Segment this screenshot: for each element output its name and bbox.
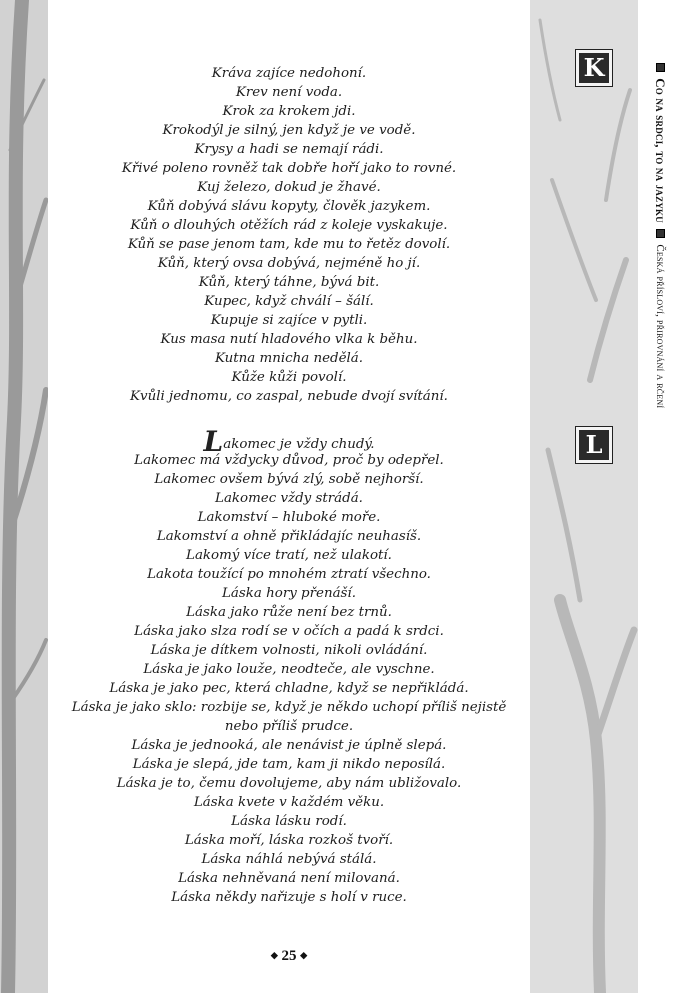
proverb-line: Láska je jako sklo: rozbije se, když je někdo uchopí příliš nejistě <box>71 700 507 715</box>
proverb-line: Láska kvete v každém věku. <box>193 795 385 810</box>
square-bullet-icon <box>656 229 665 238</box>
proverb-line: Láska moří, láska rozkoš tvoří. <box>184 833 394 848</box>
proverb-line: Láska jako růže není bez trnů. <box>186 605 392 620</box>
proverbs-l-block <box>48 425 530 907</box>
proverb-line: nebo příliš prudce. <box>224 719 354 734</box>
proverb-line: Kvůli jednomu, co zaspal, nebude dvojí svítání. <box>130 389 448 404</box>
proverb-line: Lakomec vždy strádá. <box>215 491 363 506</box>
proverb-line: Lakota toužící po mnohém ztratí všechno. <box>147 567 431 582</box>
proverb-line: Láska jako slza rodí se v očích a padá k srdci. <box>134 624 444 639</box>
proverb-line: Krok za krokem jdi. <box>222 104 356 119</box>
proverb-line: Láska je slepá, jde tam, kam ji nikdo neposílá. <box>132 757 446 772</box>
proverb-line: Kupec, když chválí – šálí. <box>204 294 374 309</box>
diamond-ornament-icon: ◆ <box>270 950 278 960</box>
proverb-line: Láska lásku rodí. <box>231 814 347 829</box>
proverb-line: Láska někdy nařizuje s holí v ruce. <box>171 890 407 905</box>
proverb-line: Lakomec ovšem bývá zlý, sobě nejhorší. <box>154 472 424 487</box>
proverb-line: Kutna mnicha nedělá. <box>214 351 364 366</box>
proverb-line: Krokodýl je silný, jen když je ve vodě. <box>162 123 416 138</box>
proverb-line: Kůň se pase jenom tam, kde mu to řetěz dovolí. <box>127 237 451 252</box>
proverb-line: Kůň, který ovsa dobývá, nejméně ho jí. <box>157 256 421 271</box>
proverb-line: Láska je dítkem volnosti, nikoli ovládání. <box>150 643 428 658</box>
proverb-line: Lakomý více tratí, než ulakotí. <box>186 548 392 563</box>
proverb-line: Kupuje si zajíce v pytli. <box>210 313 368 328</box>
first-line-text: akomec je vždy chudý. <box>223 437 375 452</box>
proverb-line: Kůže kůži povolí. <box>231 370 347 385</box>
proverb-line: Kráva zajíce nedohoní. <box>211 66 367 81</box>
book-subtitle: Česká přísloví, přirovnání a rčení <box>654 244 666 409</box>
proverb-line: Lakomství – hluboké moře. <box>197 510 381 525</box>
proverb-line: Kůň o dlouhých otěžích rád z koleje vyskakuje. <box>130 218 448 233</box>
proverb-line-first <box>48 425 530 458</box>
proverb-line: Láska je jako louže, neodteče, ale vyschne. <box>143 662 435 677</box>
proverb-line: Kůň, který táhne, bývá bit. <box>198 275 380 290</box>
proverb-line: Kus masa nutí hladového vlka k běhu. <box>160 332 418 347</box>
proverb-line: Krev není voda. <box>235 85 343 100</box>
proverb-line: Láska náhlá nebývá stálá. <box>201 852 377 867</box>
section-letter-l: L <box>576 427 612 463</box>
proverbs-k-block <box>48 64 530 406</box>
proverb-line: Lakomství a ohně přikládajíc neuhasíš. <box>156 529 422 544</box>
proverb-line: Křivé poleno rovněž tak dobře hoří jako to rovné. <box>121 161 457 176</box>
page-number <box>48 948 530 965</box>
sidebar-tree-art <box>530 0 638 993</box>
proverb-line: Lakomec má vždycky důvod, proč by odepřel. <box>134 453 444 468</box>
proverb-line: Láska nehněvaná není milovaná. <box>178 871 400 886</box>
proverb-line: Kůň dobývá slávu kopyty, člověk jazykem. <box>147 199 431 214</box>
sidebar-running-title <box>652 60 668 408</box>
proverb-line: Láska je jednooká, ale nenávist je úplně slepá. <box>131 738 447 753</box>
title-strip <box>638 0 700 993</box>
diamond-ornament-icon: ◆ <box>300 950 308 960</box>
square-bullet-icon <box>656 63 665 72</box>
proverb-line: Láska je jako pec, která chladne, když se nepřikládá. <box>109 681 469 696</box>
drop-cap: L <box>203 425 224 458</box>
proverb-line: Láska hory přenáší. <box>222 586 356 601</box>
proverb-line: Láska je to, čemu dovolujeme, aby nám ubližovalo. <box>116 776 462 791</box>
book-title: Co na srdci, to na jazyku <box>653 78 668 223</box>
proverb-line: Kuj železo, dokud je žhavé. <box>197 180 381 195</box>
section-letter-k: K <box>576 50 612 86</box>
page-number-value: 25 <box>281 948 297 964</box>
proverb-line: Krysy a hadi se nemají rádi. <box>194 142 384 157</box>
